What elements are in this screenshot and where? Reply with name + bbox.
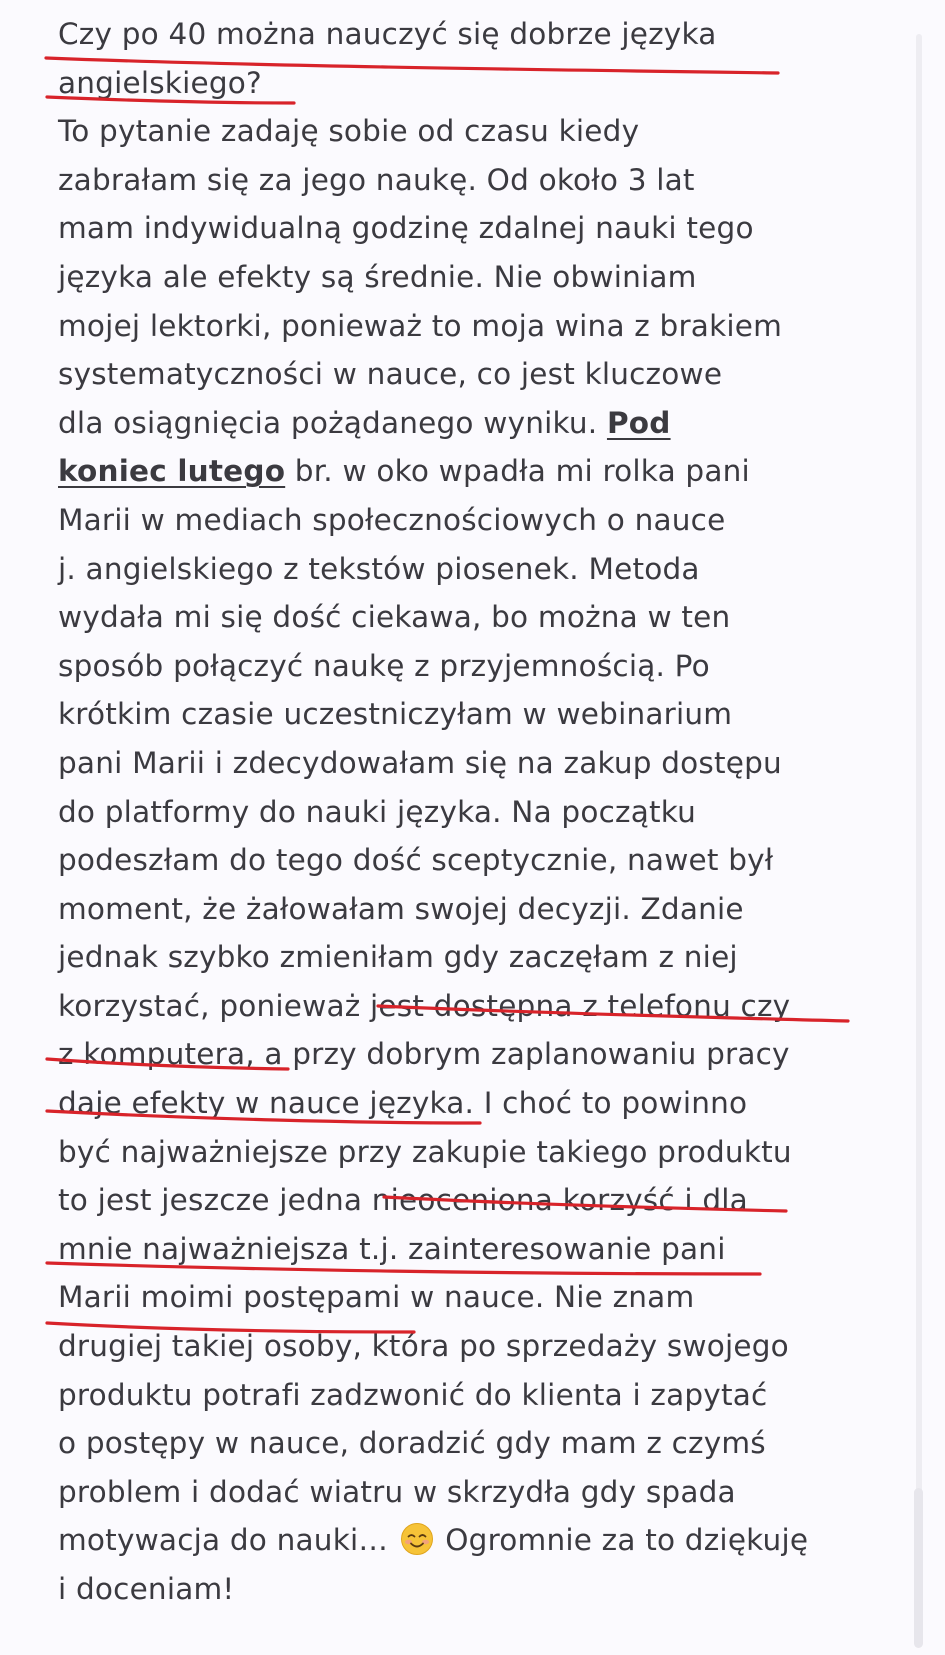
post-line: To pytanie zadaję sobie od czasu kiedy — [58, 114, 640, 149]
post-line: pani Marii i zdecydowałam się na zakup dostępu — [58, 745, 782, 780]
post-line: daje efekty w nauce języka. I choć to powinno — [58, 1086, 748, 1121]
post-text — [58, 10, 896, 1614]
post-line: mnie najważniejsza t.j. zainteresowanie pani — [58, 1231, 726, 1266]
post-line: podeszłam do tego dość sceptycznie, nawet był — [58, 843, 774, 878]
post-line-text: Ogromnie za to dziękuję — [435, 1523, 809, 1558]
post-line: o postępy w nauce, doradzić gdy mam z czymś — [58, 1426, 766, 1461]
smiling-face-icon — [400, 1522, 434, 1556]
post-line: jednak szybko zmieniłam gdy zaczęłam z niej — [58, 940, 738, 975]
post-line: mam indywidualną godzinę zdalnej nauki tego — [58, 211, 754, 246]
scrollbar-track[interactable] — [916, 34, 922, 1504]
scrollbar-thumb[interactable] — [914, 1488, 923, 1648]
post-line: korzystać, ponieważ jest dostępna z telefonu czy — [58, 988, 791, 1023]
post-line: do platformy do nauki języka. Na początku — [58, 794, 697, 829]
post-line: wydała mi się dość ciekawa, bo można w ten — [58, 600, 731, 635]
post-line: Marii moimi postępami w nauce. Nie znam — [58, 1280, 695, 1315]
post-line: krótkim czasie uczestniczyłam w webinarium — [58, 697, 733, 732]
post-line: problem i dodać wiatru w skrzydła gdy spada — [58, 1474, 736, 1509]
post-title-line-1: Czy po 40 można nauczyć się dobrze języka — [58, 17, 717, 51]
post-line: zabrałam się za jego naukę. Od około 3 lat — [58, 162, 695, 197]
post-line: języka ale efekty są średnie. Nie obwiniam — [58, 259, 697, 294]
post-line: to jest jeszcze jedna nieoceniona korzyść i dla — [58, 1183, 748, 1218]
bold-underlined-phrase: Pod — [606, 405, 671, 440]
post-line-text: br. w oko wpadła mi rolka pani — [285, 454, 750, 489]
post-line: z komputera, a przy dobrym zaplanowaniu pracy — [58, 1037, 790, 1072]
post-line: być najważniejsze przy zakupie takiego produktu — [58, 1134, 792, 1169]
post-line: sposób połączyć naukę z przyjemnością. Po — [58, 648, 710, 683]
post-line-text: dla osiągnięcia pożądanego wyniku. — [58, 405, 607, 440]
post-line — [58, 447, 896, 496]
post-line: i doceniam! — [58, 1572, 235, 1606]
post-line: moment, że żałowałam swojej decyzji. Zdanie — [58, 891, 744, 926]
post-line — [58, 1516, 896, 1565]
post-line: mojej lektorki, ponieważ to moja wina z brakiem — [58, 308, 783, 343]
bold-underlined-phrase: koniec lutego — [58, 454, 286, 489]
post-line: Marii w mediach społecznościowych o nauce — [58, 502, 726, 537]
post-line-text: motywacja do nauki… — [58, 1523, 398, 1558]
post-title-line-2: angielskiego? — [58, 65, 262, 100]
post-line: produktu potrafi zadzwonić do klienta i zapytać — [58, 1377, 768, 1412]
post-line: systematyczności w nauce, co jest kluczowe — [58, 357, 723, 392]
post-line — [58, 399, 896, 448]
post-line: drugiej takiej osoby, która po sprzedaży swojego — [58, 1329, 789, 1364]
post-line: j. angielskiego z tekstów piosenek. Metoda — [58, 551, 700, 586]
